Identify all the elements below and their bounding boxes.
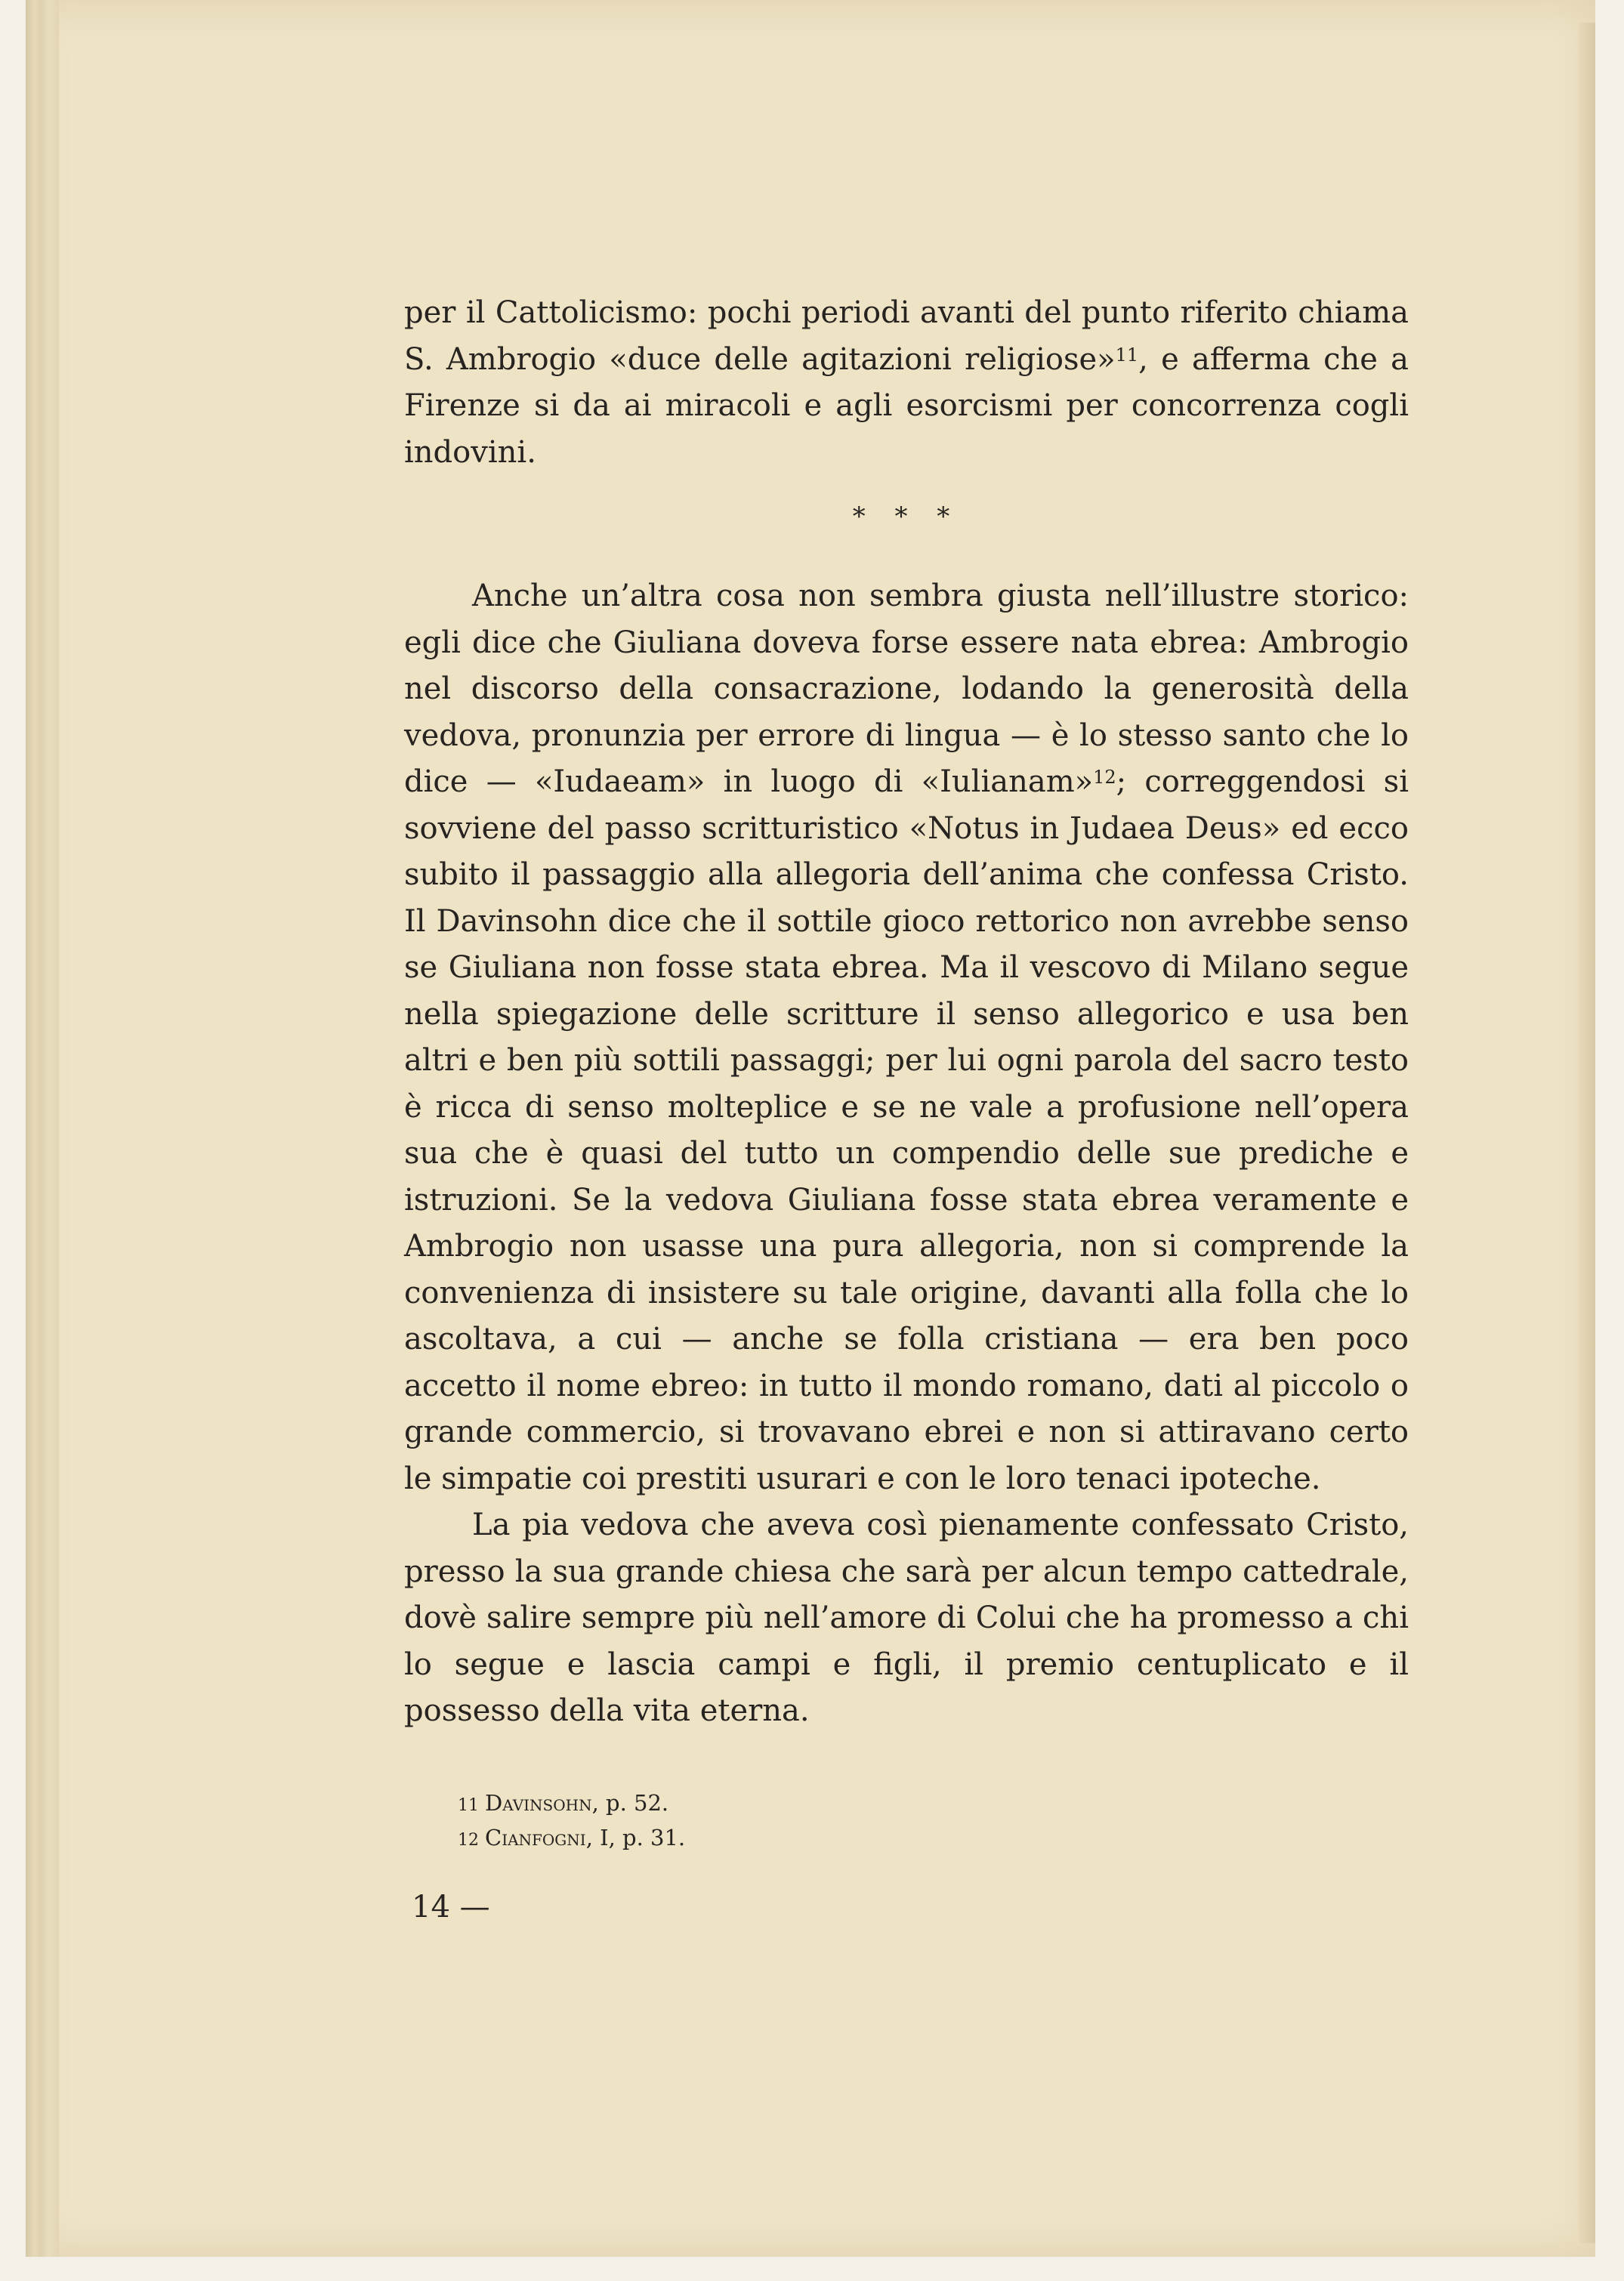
footnote-number: 11 — [458, 1796, 479, 1815]
paragraph-2-text-cont: ; correggendosi si sovviene del passo scritturistico «Notus in Judaea Deus» ed ecco subito il passaggio alla allegoria dell’anima che confessa Cristo. Il Davinsohn dice che il sottile gioco rettorico non avrebbe senso se Giuliana non fosse stata ebrea. Ma il vescovo di Milano segue nella spiegazione delle scritture il senso allegorico e usa ben altri e ben più sottili passaggi; per lui ogni parola del sacro testo è ricca di senso molteplice e se ne vale a profusione nell’opera sua che è quasi del tutto un compendio delle sue prediche e istruzioni. Se la vedova Giuliana fosse stata ebrea veramente e Ambrogio non usasse una pura allegoria, non si comprende la convenienza di insistere su tale origine, davanti alla folla che lo ascoltava, a cui — anche se folla cristiana — era ben poco accetto il nome ebreo: in tutto il mondo romano, dati al piccolo o grande commercio, si trovavano ebrei e non si attiravano certo le simpatie coi prestiti usurari e con le loro tenaci ipoteche. — [404, 764, 1409, 1496]
page-number: 14 — — [412, 1890, 490, 1924]
footnote-author: Cianfogni — [485, 1825, 586, 1850]
footnote-author: Davinsohn — [485, 1790, 592, 1816]
footnote-ref: , p. 52. — [591, 1790, 669, 1816]
paragraph-2 — [404, 573, 1409, 1502]
footnote-ref: , I, p. 31. — [585, 1825, 686, 1850]
footnote-12 — [458, 1822, 685, 1857]
paragraph-1-text-cont: , e afferma che a Firenze si da ai miracoli e agli esorcismi per concorrenza cogli indovini. — [404, 341, 1409, 470]
footnote-ref-12: 12 — [1093, 767, 1116, 788]
footnote-11 — [458, 1787, 685, 1822]
paragraph-2-text: Anche un’altra cosa non sembra giusta nell’illustre storico: egli dice che Giuliana doveva forse essere nata ebrea: Ambrogio nel discorso della consacrazione, lodando la generosità della vedova, pronunzia per errore di lingua — è lo stesso santo che lo dice — «Iudaeam» in luogo di «Iulianam» — [404, 579, 1409, 799]
section-separator: * * * — [852, 502, 961, 532]
paragraph-1-text: per il Cattolicismo: pochi periodi avanti del punto riferito chiama S. Ambrogio «duce delle agitazioni religiose» — [404, 295, 1409, 377]
page-spine — [26, 0, 59, 2257]
footnotes — [458, 1787, 685, 1857]
paragraph-1 — [404, 290, 1409, 476]
body-text — [404, 290, 1409, 1735]
paragraph-3: La pia vedova che aveva così pienamente confessato Cristo, presso la sua grande chiesa che sarà per alcun tempo cattedrale, dovè salire sempre più nell’amore di Colui che ha promesso a chi lo segue e lascia campi e figli, il premio centuplicato e il possesso della vita eterna. — [404, 1508, 1409, 1728]
footnote-ref-11: 11 — [1115, 344, 1139, 366]
page-edge — [1579, 23, 1595, 2243]
footnote-number: 12 — [458, 1831, 479, 1850]
